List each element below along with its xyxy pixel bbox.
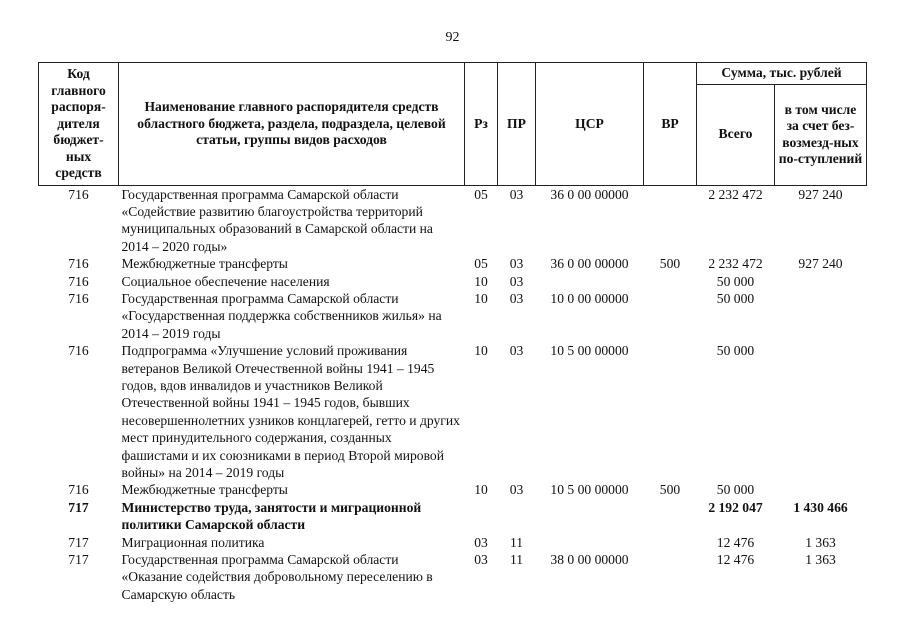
table-row xyxy=(39,290,867,342)
cell-total: 2 192 047 xyxy=(708,499,763,515)
table-header xyxy=(39,63,867,186)
cell-free: 1 363 xyxy=(805,552,836,568)
header-code: Код главного распоря-дителя бюджет-ных средств xyxy=(39,63,119,186)
cell-code: 717 xyxy=(68,552,89,568)
cell-name: Государственная программа Самарской области «Содействие развитию благоустройства территорий муниципальных образований в Самарской области на 2014 – 2020 годы» xyxy=(121,186,433,254)
cell-name: Межбюджетные трансферты xyxy=(121,482,288,498)
cell-vr xyxy=(644,290,697,342)
table-row xyxy=(39,534,867,551)
table-row xyxy=(39,481,867,498)
header-sum: Сумма, тыс. рублей xyxy=(697,63,867,85)
cell-free xyxy=(775,290,867,342)
cell-rz: 05 xyxy=(474,256,488,272)
cell-total: 50 000 xyxy=(716,290,755,306)
cell-pr: 03 xyxy=(509,482,524,498)
cell-pr xyxy=(498,499,536,534)
cell-total: 50 000 xyxy=(716,343,755,359)
page-number: 92 xyxy=(445,30,460,45)
cell-code: 716 xyxy=(68,343,89,359)
cell-csr: 36 0 00 00000 xyxy=(550,256,629,272)
budget-table xyxy=(38,62,867,603)
cell-pr: 03 xyxy=(509,273,524,289)
cell-csr xyxy=(536,499,644,534)
cell-vr: 500 xyxy=(659,256,681,272)
cell-free: 927 240 xyxy=(798,186,843,202)
cell-vr xyxy=(644,342,697,481)
cell-csr xyxy=(536,534,644,551)
cell-pr: 03 xyxy=(509,343,524,359)
cell-csr: 10 0 00 00000 xyxy=(550,290,629,306)
cell-total: 50 000 xyxy=(716,273,755,289)
cell-code: 717 xyxy=(68,534,89,550)
cell-rz: 10 xyxy=(474,343,488,359)
cell-vr xyxy=(644,534,697,551)
cell-name: Государственная программа Самарской области «Государственная поддержка собственников жилья» на 2014 – 2019 годы xyxy=(121,290,442,341)
header-csr: ЦСР xyxy=(536,63,644,186)
cell-rz xyxy=(465,499,498,534)
cell-total: 2 232 472 xyxy=(708,256,763,272)
cell-vr xyxy=(644,273,697,290)
table-row xyxy=(39,551,867,603)
table-row xyxy=(39,499,867,534)
cell-pr: 03 xyxy=(509,256,524,272)
cell-name: Миграционная политика xyxy=(121,534,265,550)
table-row xyxy=(39,342,867,481)
header-total: Всего xyxy=(697,84,775,185)
cell-total: 50 000 xyxy=(716,482,755,498)
cell-csr xyxy=(536,273,644,290)
cell-pr: 11 xyxy=(509,552,524,568)
cell-vr xyxy=(644,551,697,603)
cell-free: 1 363 xyxy=(805,534,836,550)
cell-name: Министерство труда, занятости и миграционной политики Самарской области xyxy=(121,499,422,533)
header-vr: ВР xyxy=(644,63,697,186)
table-row xyxy=(39,273,867,290)
cell-code: 716 xyxy=(68,482,89,498)
cell-rz: 10 xyxy=(474,290,488,306)
cell-free xyxy=(775,481,867,498)
cell-code: 717 xyxy=(68,499,89,515)
cell-name: Подпрограмма «Улучшение условий проживания ветеранов Великой Отечественной войны 1941 – 1945 годов, вдов инвалидов и участников Великой Отечественной войны 1941 – 1945 годов, бывших несовершеннолетних узников концлагерей, гетто и других мест принудительного содержания, созданных фашистами и их союзниками в период Второй мировой войны» на 2014 – 2019 годы xyxy=(121,343,460,480)
cell-total: 12 476 xyxy=(716,552,755,568)
header-free: в том числе за счет без-возмезд-ных по-ступлений xyxy=(775,84,867,185)
cell-total: 12 476 xyxy=(716,534,755,550)
cell-pr: 03 xyxy=(509,290,524,306)
cell-csr: 10 5 00 00000 xyxy=(550,343,629,359)
cell-rz: 10 xyxy=(474,482,488,498)
cell-name: Межбюджетные трансферты xyxy=(121,256,288,272)
cell-free: 927 240 xyxy=(798,256,843,272)
cell-rz: 10 xyxy=(474,273,488,289)
cell-vr xyxy=(644,185,697,255)
cell-free xyxy=(775,273,867,290)
table-row xyxy=(39,185,867,255)
cell-rz: 03 xyxy=(474,552,488,568)
cell-rz: 03 xyxy=(474,534,488,550)
header-rz: Рз xyxy=(465,63,498,186)
cell-free: 1 430 466 xyxy=(793,499,848,515)
cell-vr: 500 xyxy=(659,482,681,498)
cell-csr: 36 0 00 00000 xyxy=(550,186,629,202)
table-row xyxy=(39,255,867,272)
cell-pr: 11 xyxy=(509,534,524,550)
header-pr: ПР xyxy=(498,63,536,186)
cell-code: 716 xyxy=(68,290,89,306)
cell-pr: 03 xyxy=(509,186,524,202)
cell-code: 716 xyxy=(68,273,89,289)
cell-name: Социальное обеспечение населения xyxy=(121,273,330,289)
cell-vr xyxy=(644,499,697,534)
cell-csr: 38 0 00 00000 xyxy=(550,552,629,568)
header-name: Наименование главного распорядителя средств областного бюджета, раздела, подраздела, целевой статьи, группы видов расходов xyxy=(119,63,465,186)
table-body xyxy=(39,185,867,603)
cell-code: 716 xyxy=(68,186,89,202)
cell-free xyxy=(775,342,867,481)
cell-name: Государственная программа Самарской области «Оказание содействия добровольному переселению в Самарскую область xyxy=(121,552,433,602)
cell-rz: 05 xyxy=(474,186,488,202)
cell-total: 2 232 472 xyxy=(708,186,763,202)
cell-csr: 10 5 00 00000 xyxy=(550,482,629,498)
cell-code: 716 xyxy=(68,256,89,272)
